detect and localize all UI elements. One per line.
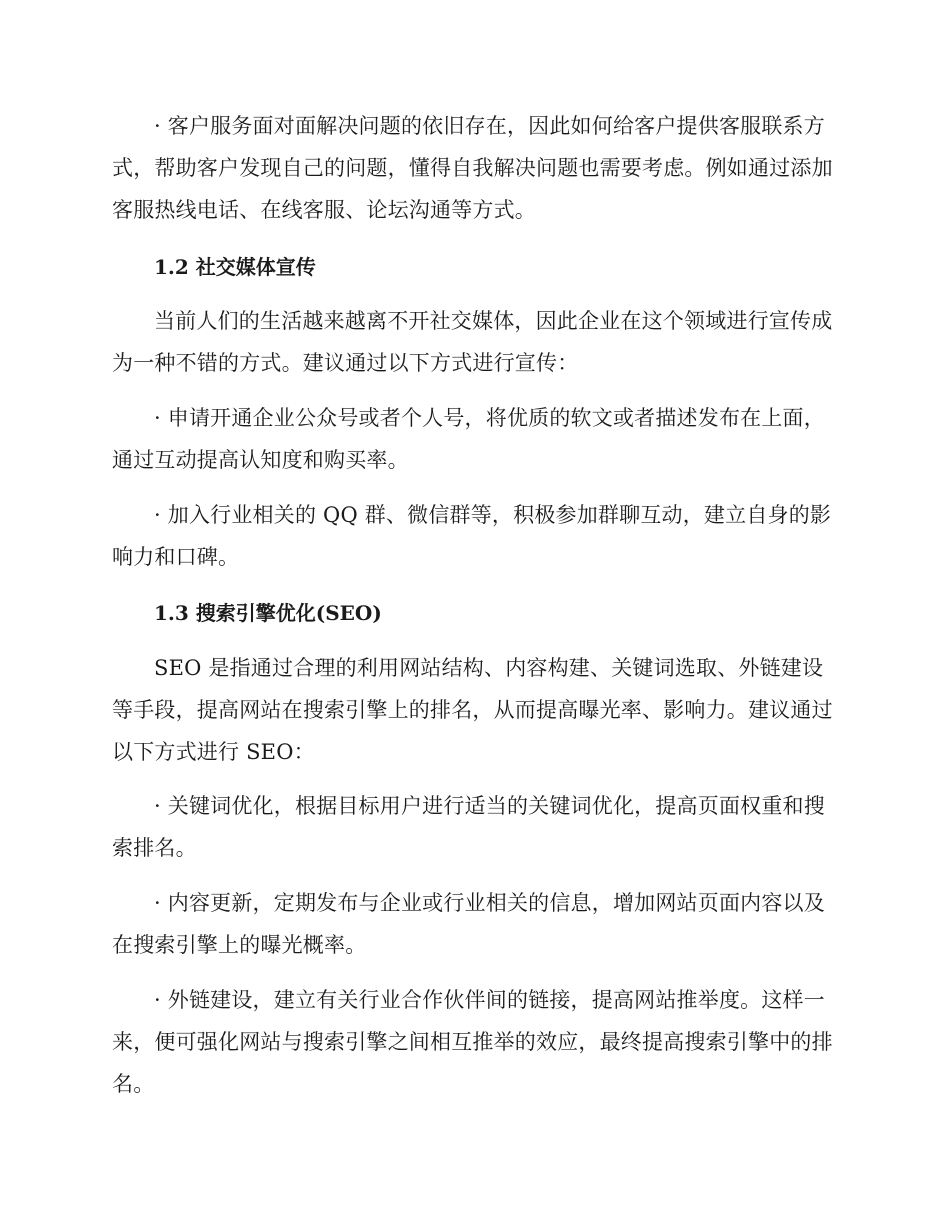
paragraph-keyword-optimization: · 关键词优化，根据目标用户进行适当的关键词优化，提高页面权重和搜索排名。 <box>112 794 825 860</box>
paragraph-link-building: · 外链建设，建立有关行业合作伙伴间的链接，提高网站推举度。这样一来，便可强化网站与搜索引擎之间相互推举的效应，最终提高搜索引擎中的排名。 <box>112 988 833 1096</box>
paragraph-content-update: · 内容更新，定期发布与企业或行业相关的信息，增加网站页面内容以及在搜索引擎上的曝光概率。 <box>112 891 825 957</box>
paragraph-social-media-intro: 当前人们的生活越来越离不开社交媒体，因此企业在这个领域进行宣传成为一种不错的方式。建议通过以下方式进行宣传： <box>112 309 833 375</box>
section-heading-1-3: 1.3 搜索引擎优化(SEO) <box>154 601 382 625</box>
paragraph-qq-wechat-groups: · 加入行业相关的 QQ 群、微信群等，积极参加群聊互动，建立自身的影响力和口碑。 <box>112 503 832 569</box>
section-heading-1-2: 1.2 社交媒体宣传 <box>154 255 316 279</box>
paragraph-customer-service: · 客户服务面对面解决问题的依旧存在，因此如何给客户提供客服联系方式，帮助客户发现自己的问题，懂得自我解决问题也需要考虑。例如通过添加客服热线电话、在线客服、论坛沟通等方式。 <box>112 114 833 222</box>
paragraph-seo-intro: SEO 是指通过合理的利用网站结构、内容构建、关键词选取、外链建设等手段，提高网站在搜索引擎上的排名，从而提高曝光率、影响力。建议通过以下方式进行 SEO： <box>112 656 833 764</box>
paragraph-official-account: · 申请开通企业公众号或者个人号，将优质的软文或者描述发布在上面，通过互动提高认知度和购买率。 <box>112 406 825 472</box>
